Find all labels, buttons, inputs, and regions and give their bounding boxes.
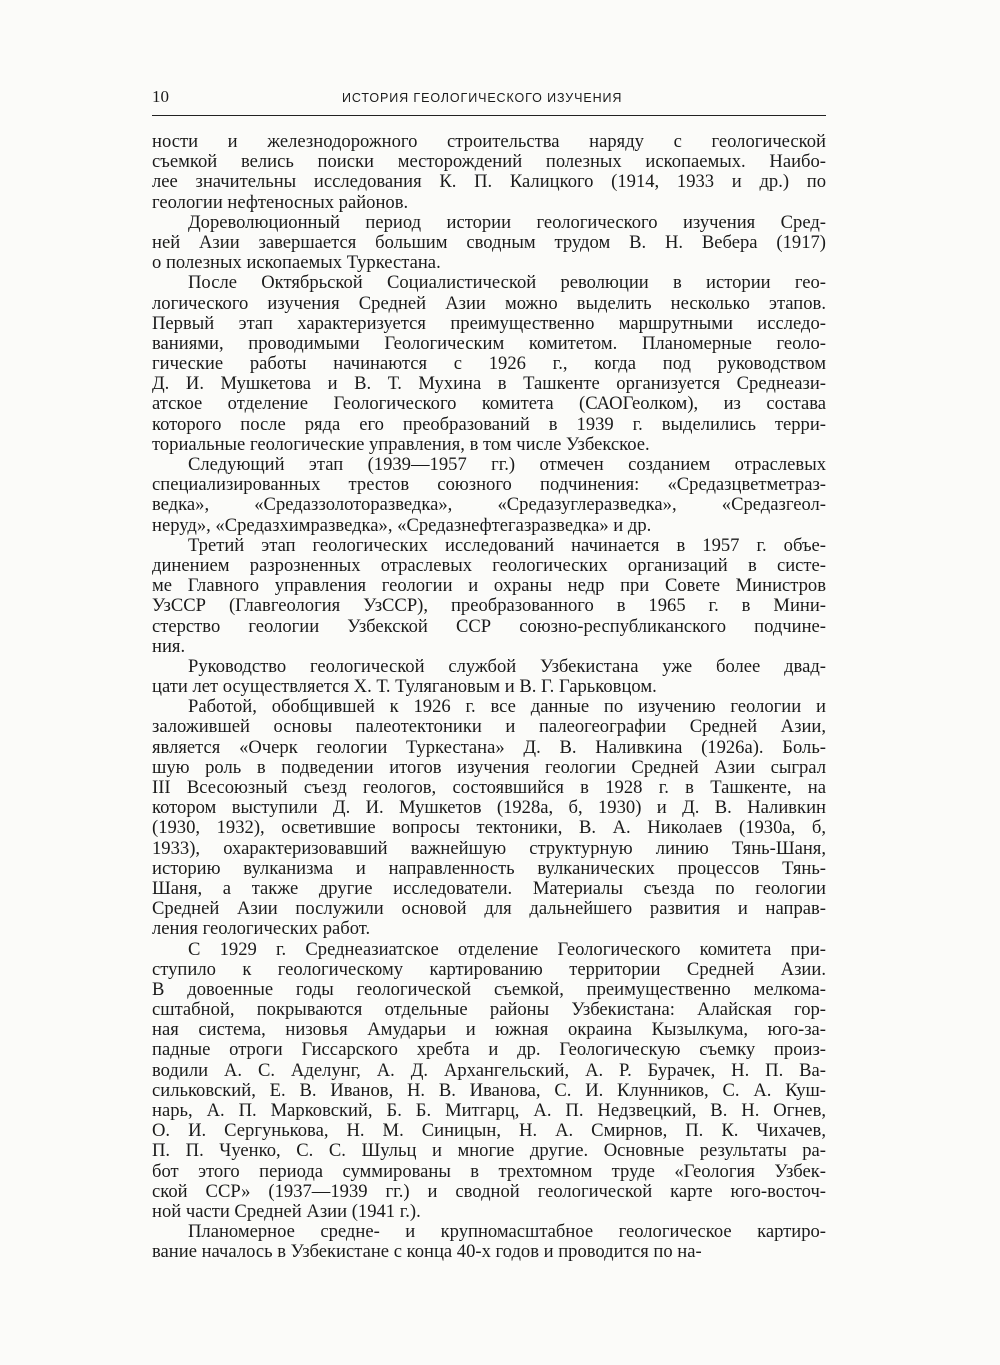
- text-line: Руководство геологической службой Узбекистана уже более двад-: [188, 656, 826, 677]
- text-line: ступило к геологическому картированию территории Средней Азии.: [152, 959, 826, 980]
- text-line: является «Очерк геологии Туркестана» Д. В. Наливкина (1926а). Боль-: [152, 737, 826, 758]
- text-line: съемкой велись поиски месторождений полезных ископаемых. Наибо-: [152, 152, 826, 173]
- running-head-title: ИСТОРИЯ ГЕОЛОГИЧЕСКОГО ИЗУЧЕНИЯ: [342, 91, 623, 105]
- paragraph: [152, 657, 826, 697]
- text-line: Планомерное средне- и крупномасштабное геологическое картиро-: [188, 1222, 826, 1243]
- text-line: водили А. С. Аделунг, А. Д. Архангельский, А. Р. Бурачек, Н. П. Ва-: [152, 1060, 826, 1081]
- paragraph: [152, 273, 826, 455]
- running-head: [152, 86, 826, 108]
- paragraph: [152, 940, 826, 1223]
- text-line: гические работы начинаются с 1926 г., когда под руководством: [152, 354, 826, 375]
- text-line: историю вулканизма и направленность вулканических процессов Тянь-: [152, 858, 826, 879]
- text-line: ней Азии завершается большим сводным трудом В. Н. Вебера (1917): [152, 232, 826, 253]
- text-line: ториальные геологические управления, в том числе Узбекское.: [152, 434, 650, 455]
- text-line: Работой, обобщившей к 1926 г. все данные по изучению геологии и: [188, 697, 826, 718]
- paragraph: [152, 213, 826, 274]
- text-line: атское отделение Геологического комитета (САОГеолком), из состава: [152, 394, 826, 415]
- text-line: вание началось в Узбекистане с конца 40-х годов и проводится по на-: [152, 1242, 702, 1263]
- paragraph: [152, 1222, 826, 1262]
- text-line: динением разрозненных отраслевых геологических организаций в систе-: [152, 555, 826, 576]
- text-line: логического изучения Средней Азии можно выделить несколько этапов.: [152, 293, 826, 314]
- text-line: геологии нефтеносных районов.: [152, 192, 409, 213]
- text-line: Средней Азии послужили основой для дальнейшего развития и направ-: [152, 899, 826, 920]
- text-line: ности и железнодорожного строительства наряду с геологической: [152, 132, 826, 152]
- text-line: цати лет осуществляется Х. Т. Туляганoвым и В. Г. Гарьковцом.: [152, 677, 657, 698]
- text-line: После Октябрьской Социалистической революции в истории гео-: [188, 273, 826, 294]
- text-line: ния.: [152, 636, 186, 657]
- header-rule: [152, 115, 826, 116]
- text-line: Дореволюционный период истории геологического изучения Сред-: [188, 212, 826, 233]
- text-line: ной части Средней Азии (1941 г.).: [152, 1201, 421, 1222]
- text-line: (1930, 1932), осветившие вопросы тектоники, В. А. Николаев (1930а, б,: [152, 818, 826, 839]
- text-line: П. П. Чуенко, С. С. Шульц и многие другие. Основные результаты ра-: [152, 1141, 826, 1162]
- text-line: ная система, низовья Амударьи и южная окраина Кызылкума, юго-за-: [152, 1020, 826, 1041]
- paragraph: [152, 455, 826, 536]
- text-line: С 1929 г. Среднеазиатское отделение Геологического комитета при-: [188, 939, 826, 960]
- text-line: которого после ряда его преобразований в 1939 г. выделились терри-: [152, 414, 826, 435]
- text-line: Первый этап характеризуется преимущественно маршрутными исследо-: [152, 313, 826, 334]
- text-line: бот этого периода суммированы в трехтомном труде «Геология Узбек-: [152, 1161, 826, 1182]
- text-line: УзССР (Главгеология УзССР), преобразованного в 1965 г. в Мини-: [152, 596, 826, 617]
- text-line: Следующий этап (1939—1957 гг.) отмечен созданием отраслевых: [188, 455, 826, 475]
- page-number: 10: [152, 87, 169, 106]
- text-line: неруд», «Средазхимразведка», «Средазнефтегазразведка» и др.: [152, 515, 652, 536]
- paragraph: [152, 132, 826, 213]
- text-line: стерство геологии Узбекской ССР союзно-республиканского подчине-: [152, 616, 826, 637]
- paragraph: [152, 536, 826, 657]
- text-line: ской ССР» (1937—1939 гг.) и сводной геологической карте юго-восточ-: [152, 1181, 826, 1202]
- text-line: заложившей основы палеотектоники и палеогеографии Средней Азии,: [152, 717, 826, 738]
- text-line: Д. И. Мушкетова и В. Т. Мухина в Ташкенте организуется Среднеази-: [152, 374, 826, 395]
- text-line: III Всесоюзный съезд геологов, состоявшийся в 1928 г. в Ташкенте, на: [152, 778, 826, 798]
- text-line: шую роль в подведении итогов изучения геологии Средней Азии сыграл: [152, 757, 826, 778]
- text-line: специализированных трестов союзного подчинения: «Средазцветметраз-: [152, 475, 826, 496]
- text-line: ме Главного управления геологии и охраны недр при Совете Министров: [152, 576, 826, 597]
- text-line: ления геологических работ.: [152, 919, 371, 940]
- text-line: сштабной, покрываются отдельные районы Узбекистана: Алайская гор-: [152, 1000, 826, 1021]
- text-line: 1933), охарактеризовавший важнейшую структурную линию Тянь-Шаня,: [152, 838, 826, 859]
- text-line: нарь, А. П. Марковский, Б. Б. Митгарц, А. П. Недзвецкий, В. Н. Огнев,: [152, 1101, 826, 1121]
- text-line: котором выступили Д. И. Мушкетов (1928а, б, 1930) и Д. В. Наливкин: [152, 798, 826, 819]
- text-line: Третий этап геологических исследований начинается в 1957 г. объе-: [188, 535, 826, 556]
- paragraph: [152, 697, 826, 939]
- text-line: ваниями, проводимыми Геологическим комитетом. Планомерные геоло-: [152, 333, 826, 354]
- text-line: О. И. Сергунькова, Н. М. Синицын, Н. А. Смирнов, П. К. Чихачев,: [152, 1121, 826, 1142]
- body-text: [152, 132, 826, 1263]
- text-line: В довоенные годы геологической съемкой, преимущественно мелкома-: [152, 979, 826, 1000]
- text-line: о полезных ископаемых Туркестана.: [152, 253, 441, 274]
- text-line: падные отроги Гиссарского хребта и др. Геологическую съемку произ-: [152, 1040, 826, 1061]
- text-line: ведка», «Средаззолоторазведка», «Средазуглеразведка», «Средазгеол-: [152, 495, 826, 516]
- text-line: Шаня, а также другие исследователи. Материалы съезда по геологии: [152, 878, 826, 899]
- text-line: лее значительны исследования К. П. Калицкого (1914, 1933 и др.) по: [152, 172, 826, 193]
- text-line: сильковский, Е. В. Иванов, Н. В. Иванова, С. И. Клунников, С. А. Куш-: [152, 1080, 826, 1101]
